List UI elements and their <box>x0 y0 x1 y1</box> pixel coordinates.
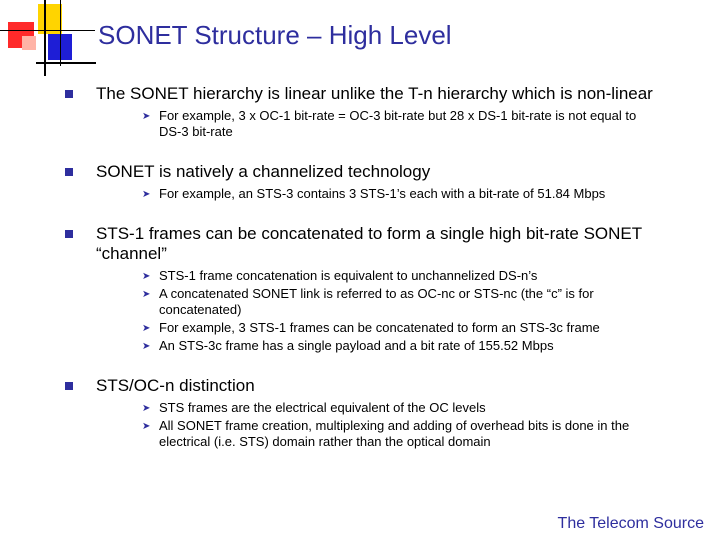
logo-pink-square <box>22 36 36 50</box>
footer-text: The Telecom Source <box>557 515 704 532</box>
square-bullet-icon <box>65 90 73 98</box>
bullet-item <box>62 84 662 140</box>
sub-bullet-text: All SONET frame creation, multiplexing and adding of overhead bits is done in the electrical (i.e. STS) domain rather than the optical domain <box>159 418 630 449</box>
sub-bullet-text: STS frames are the electrical equivalent of the OC levels <box>159 400 486 415</box>
arrow-bullet-icon: ➤ <box>142 323 151 334</box>
arrow-bullet-icon: ➤ <box>142 271 151 282</box>
square-bullet-icon <box>65 382 73 390</box>
sub-bullet-text: For example, 3 STS-1 frames can be concatenated to form an STS-3c frame <box>159 320 600 335</box>
sub-bullet-text: A concatenated SONET link is referred to as OC-nc or STS-nc (the “c” is for concatenated) <box>159 286 594 317</box>
bullet-list <box>62 84 662 450</box>
square-bullet-icon <box>65 168 73 176</box>
sub-bullet-text: For example, 3 x OC-1 bit-rate = OC-3 bit-rate but 28 x DS-1 bit-rate is not equal to DS-3 bit-rate <box>159 108 637 139</box>
arrow-bullet-icon: ➤ <box>142 403 151 414</box>
sub-bullet-list <box>96 400 662 450</box>
slide-title: SONET Structure – High Level <box>98 20 452 50</box>
arrow-bullet-icon: ➤ <box>142 341 151 352</box>
sub-bullet-item <box>142 338 662 354</box>
sub-bullet-text: An STS-3c frame has a single payload and a bit rate of 155.52 Mbps <box>159 338 554 353</box>
bullet-item <box>62 376 662 450</box>
arrow-bullet-icon: ➤ <box>142 189 151 200</box>
logo-line <box>36 62 96 64</box>
sub-bullet-list <box>96 268 662 354</box>
bullet-text: SONET is natively a channelized technology <box>96 162 431 181</box>
sub-bullet-item <box>142 268 662 284</box>
sub-bullet-item <box>142 286 662 318</box>
sub-bullet-item <box>142 108 662 140</box>
arrow-bullet-icon: ➤ <box>142 289 151 300</box>
arrow-bullet-icon: ➤ <box>142 421 151 432</box>
sub-bullet-item <box>142 418 662 450</box>
sub-bullet-item <box>142 400 662 416</box>
square-bullet-icon <box>65 230 73 238</box>
bullet-text: STS-1 frames can be concatenated to form a single high bit-rate SONET “channel” <box>96 224 642 263</box>
sub-bullet-item <box>142 320 662 336</box>
bullet-item <box>62 224 662 354</box>
arrow-bullet-icon: ➤ <box>142 111 151 122</box>
bullet-text: STS/OC-n distinction <box>96 376 255 395</box>
bullet-text: The SONET hierarchy is linear unlike the T-n hierarchy which is non-linear <box>96 84 653 103</box>
sub-bullet-text: For example, an STS-3 contains 3 STS-1’s each with a bit-rate of 51.84 Mbps <box>159 186 606 201</box>
logo-line <box>60 0 61 66</box>
sub-bullet-text: STS-1 frame concatenation is equivalent to unchannelized DS-n’s <box>159 268 538 283</box>
sub-bullet-list <box>96 186 662 202</box>
logo-graphic <box>0 0 80 80</box>
bullet-item <box>62 162 662 202</box>
sub-bullet-item <box>142 186 662 202</box>
logo-line <box>44 0 46 76</box>
logo-line <box>0 30 95 31</box>
sub-bullet-list <box>96 108 662 140</box>
